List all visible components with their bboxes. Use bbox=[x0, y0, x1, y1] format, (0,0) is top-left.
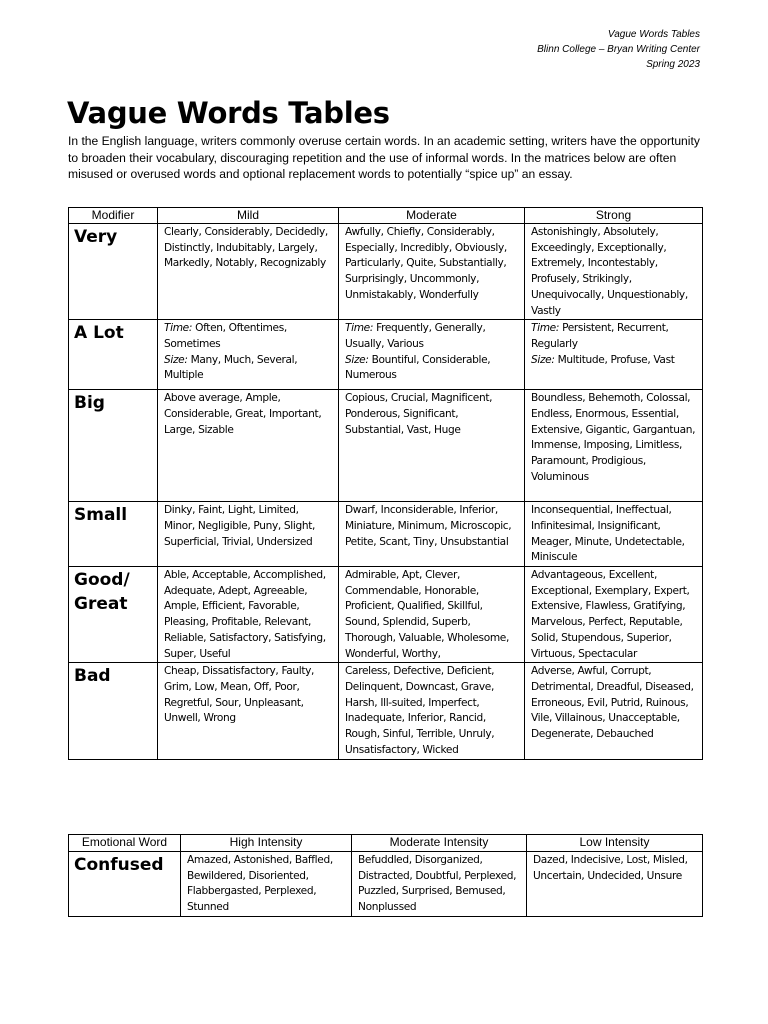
time-label: Time: bbox=[345, 322, 374, 335]
strong-synonyms bbox=[525, 320, 703, 390]
moderate-synonyms bbox=[339, 320, 525, 390]
strong-synonyms: Inconsequential, Ineffectual, Infinitesimal, Insignificant, Meager, Minute, Undetectable, Miniscule bbox=[525, 502, 703, 567]
table-row bbox=[69, 852, 703, 917]
table-row bbox=[69, 390, 703, 502]
modifier-table bbox=[68, 207, 703, 760]
page-title: Vague Words Tables bbox=[67, 96, 390, 130]
header-institution: Blinn College – Bryan Writing Center bbox=[537, 44, 700, 55]
column-header-low-intensity: Low Intensity bbox=[527, 835, 703, 852]
table-row bbox=[69, 567, 703, 663]
row-word-big: Big bbox=[69, 390, 158, 502]
mild-synonyms: Able, Acceptable, Accomplished, Adequate, Adept, Agreeable, Ample, Efficient, Favorable, Pleasing, Profitable, Relevant, Reliable, Satisfactory, Satisfying, Super, Useful bbox=[158, 567, 339, 663]
row-word-bad: Bad bbox=[69, 663, 158, 760]
size-line bbox=[531, 353, 696, 369]
row-word-good-great: Good/ Great bbox=[69, 567, 158, 663]
table-header-row bbox=[69, 208, 703, 224]
mild-synonyms bbox=[158, 320, 339, 390]
size-label: Size: bbox=[531, 353, 555, 366]
table-row bbox=[69, 320, 703, 390]
high-intensity-synonyms: Amazed, Astonished, Baffled, Bewildered, Disoriented, Flabbergasted, Perplexed, Stunned bbox=[181, 852, 352, 917]
column-header-mild: Mild bbox=[158, 208, 339, 224]
low-intensity-synonyms: Dazed, Indecisive, Lost, Misled, Uncertain, Undecided, Unsure bbox=[527, 852, 703, 917]
row-word-small: Small bbox=[69, 502, 158, 567]
size-label: Size: bbox=[345, 353, 369, 366]
size-values: Many, Much, Several, Multiple bbox=[164, 353, 298, 382]
row-word-a-lot: A Lot bbox=[69, 320, 158, 390]
strong-synonyms: Adverse, Awful, Corrupt, Detrimental, Dreadful, Diseased, Erroneous, Evil, Putrid, Ruinous, Vile, Villainous, Unacceptable, Degenerate, Debauched bbox=[525, 663, 703, 760]
running-header bbox=[537, 27, 700, 72]
row-word-very: Very bbox=[69, 224, 158, 320]
size-line bbox=[345, 353, 518, 384]
time-values: Persistent, Recurrent, Regularly bbox=[531, 322, 669, 350]
moderate-synonyms: Dwarf, Inconsiderable, Inferior, Miniature, Minimum, Microscopic, Petite, Scant, Tiny, Unsubstantial bbox=[339, 502, 525, 567]
moderate-synonyms: Admirable, Apt, Clever, Commendable, Honorable, Proficient, Qualified, Skillful, Sound, Splendid, Superb, Thorough, Valuable, Wholesome, Wonderful, Worthy, bbox=[339, 567, 525, 663]
column-header-modifier: Modifier bbox=[69, 208, 158, 224]
column-header-emotional-word: Emotional Word bbox=[69, 835, 181, 852]
moderate-synonyms: Copious, Crucial, Magnificent, Ponderous, Significant, Substantial, Vast, Huge bbox=[339, 390, 525, 502]
strong-synonyms: Boundless, Behemoth, Colossal, Endless, Enormous, Essential, Extensive, Gigantic, Gargantuan, Immense, Imposing, Limitless, Paramount, Prodigious, Voluminous bbox=[525, 390, 703, 502]
table-row bbox=[69, 502, 703, 567]
time-values: Frequently, Generally, Usually, Various bbox=[345, 322, 486, 350]
column-header-moderate-intensity: Moderate Intensity bbox=[352, 835, 527, 852]
mild-synonyms: Dinky, Faint, Light, Limited, Minor, Negligible, Puny, Slight, Superficial, Trivial, Undersized bbox=[158, 502, 339, 567]
emotion-table bbox=[68, 834, 703, 917]
mild-synonyms: Clearly, Considerably, Decidedly, Distinctly, Indubitably, Largely, Markedly, Notably, Recognizably bbox=[158, 224, 339, 320]
mild-synonyms: Cheap, Dissatisfactory, Faulty, Grim, Low, Mean, Off, Poor, Regretful, Sour, Unpleasant, Unwell, Wrong bbox=[158, 663, 339, 760]
size-label: Size: bbox=[164, 353, 188, 366]
column-header-high-intensity: High Intensity bbox=[181, 835, 352, 852]
column-header-moderate: Moderate bbox=[339, 208, 525, 224]
table-row bbox=[69, 224, 703, 320]
row-word-confused: Confused bbox=[69, 852, 181, 917]
intro-paragraph: In the English language, writers commonly overuse certain words. In an academic setting, writers have the opportunity to broaden their vocabulary, discouraging repetition and the use of informal words. In the matrices below are often misused or overused words and optional replacement words to potentially “spice up” an essay. bbox=[68, 134, 700, 181]
header-doc-title: Vague Words Tables bbox=[607, 29, 700, 40]
time-line bbox=[164, 321, 332, 352]
moderate-synonyms: Awfully, Chiefly, Considerably, Especially, Incredibly, Obviously, Particularly, Quite, Substantially, Surprisingly, Uncommonly, Unmistakably, Wonderfully bbox=[339, 224, 525, 320]
time-label: Time: bbox=[531, 322, 560, 335]
strong-synonyms: Advantageous, Excellent, Exceptional, Exemplary, Expert, Extensive, Flawless, Gratifying, Marvelous, Perfect, Reputable, Solid, Stupendous, Superior, Virtuous, Spectacular bbox=[525, 567, 703, 663]
mild-synonyms: Above average, Ample, Considerable, Great, Important, Large, Sizable bbox=[158, 390, 339, 502]
size-values: Bountiful, Considerable, Numerous bbox=[345, 353, 491, 382]
table-row bbox=[69, 663, 703, 760]
table-header-row bbox=[69, 835, 703, 852]
moderate-synonyms: Careless, Defective, Deficient, Delinquent, Downcast, Grave, Harsh, Ill-suited, Imperfect, Inadequate, Inferior, Rancid, Rough, Sinful, Terrible, Unruly, Unsatisfactory, Wicked bbox=[339, 663, 525, 760]
strong-synonyms: Astonishingly, Absolutely, Exceedingly, Exceptionally, Extremely, Incontestably, Profusely, Strikingly, Unequivocally, Unquestionably, Vastly bbox=[525, 224, 703, 320]
size-line bbox=[164, 353, 332, 384]
time-values: Often, Oftentimes, Sometimes bbox=[164, 322, 287, 350]
moderate-intensity-synonyms: Befuddled, Disorganized, Distracted, Doubtful, Perplexed, Puzzled, Surprised, Bemused, Nonplussed bbox=[352, 852, 527, 917]
header-term: Spring 2023 bbox=[646, 59, 700, 70]
time-line bbox=[531, 321, 696, 352]
time-line bbox=[345, 321, 518, 352]
size-values: Multitude, Profuse, Vast bbox=[554, 353, 675, 366]
column-header-strong: Strong bbox=[525, 208, 703, 224]
time-label: Time: bbox=[164, 322, 193, 335]
